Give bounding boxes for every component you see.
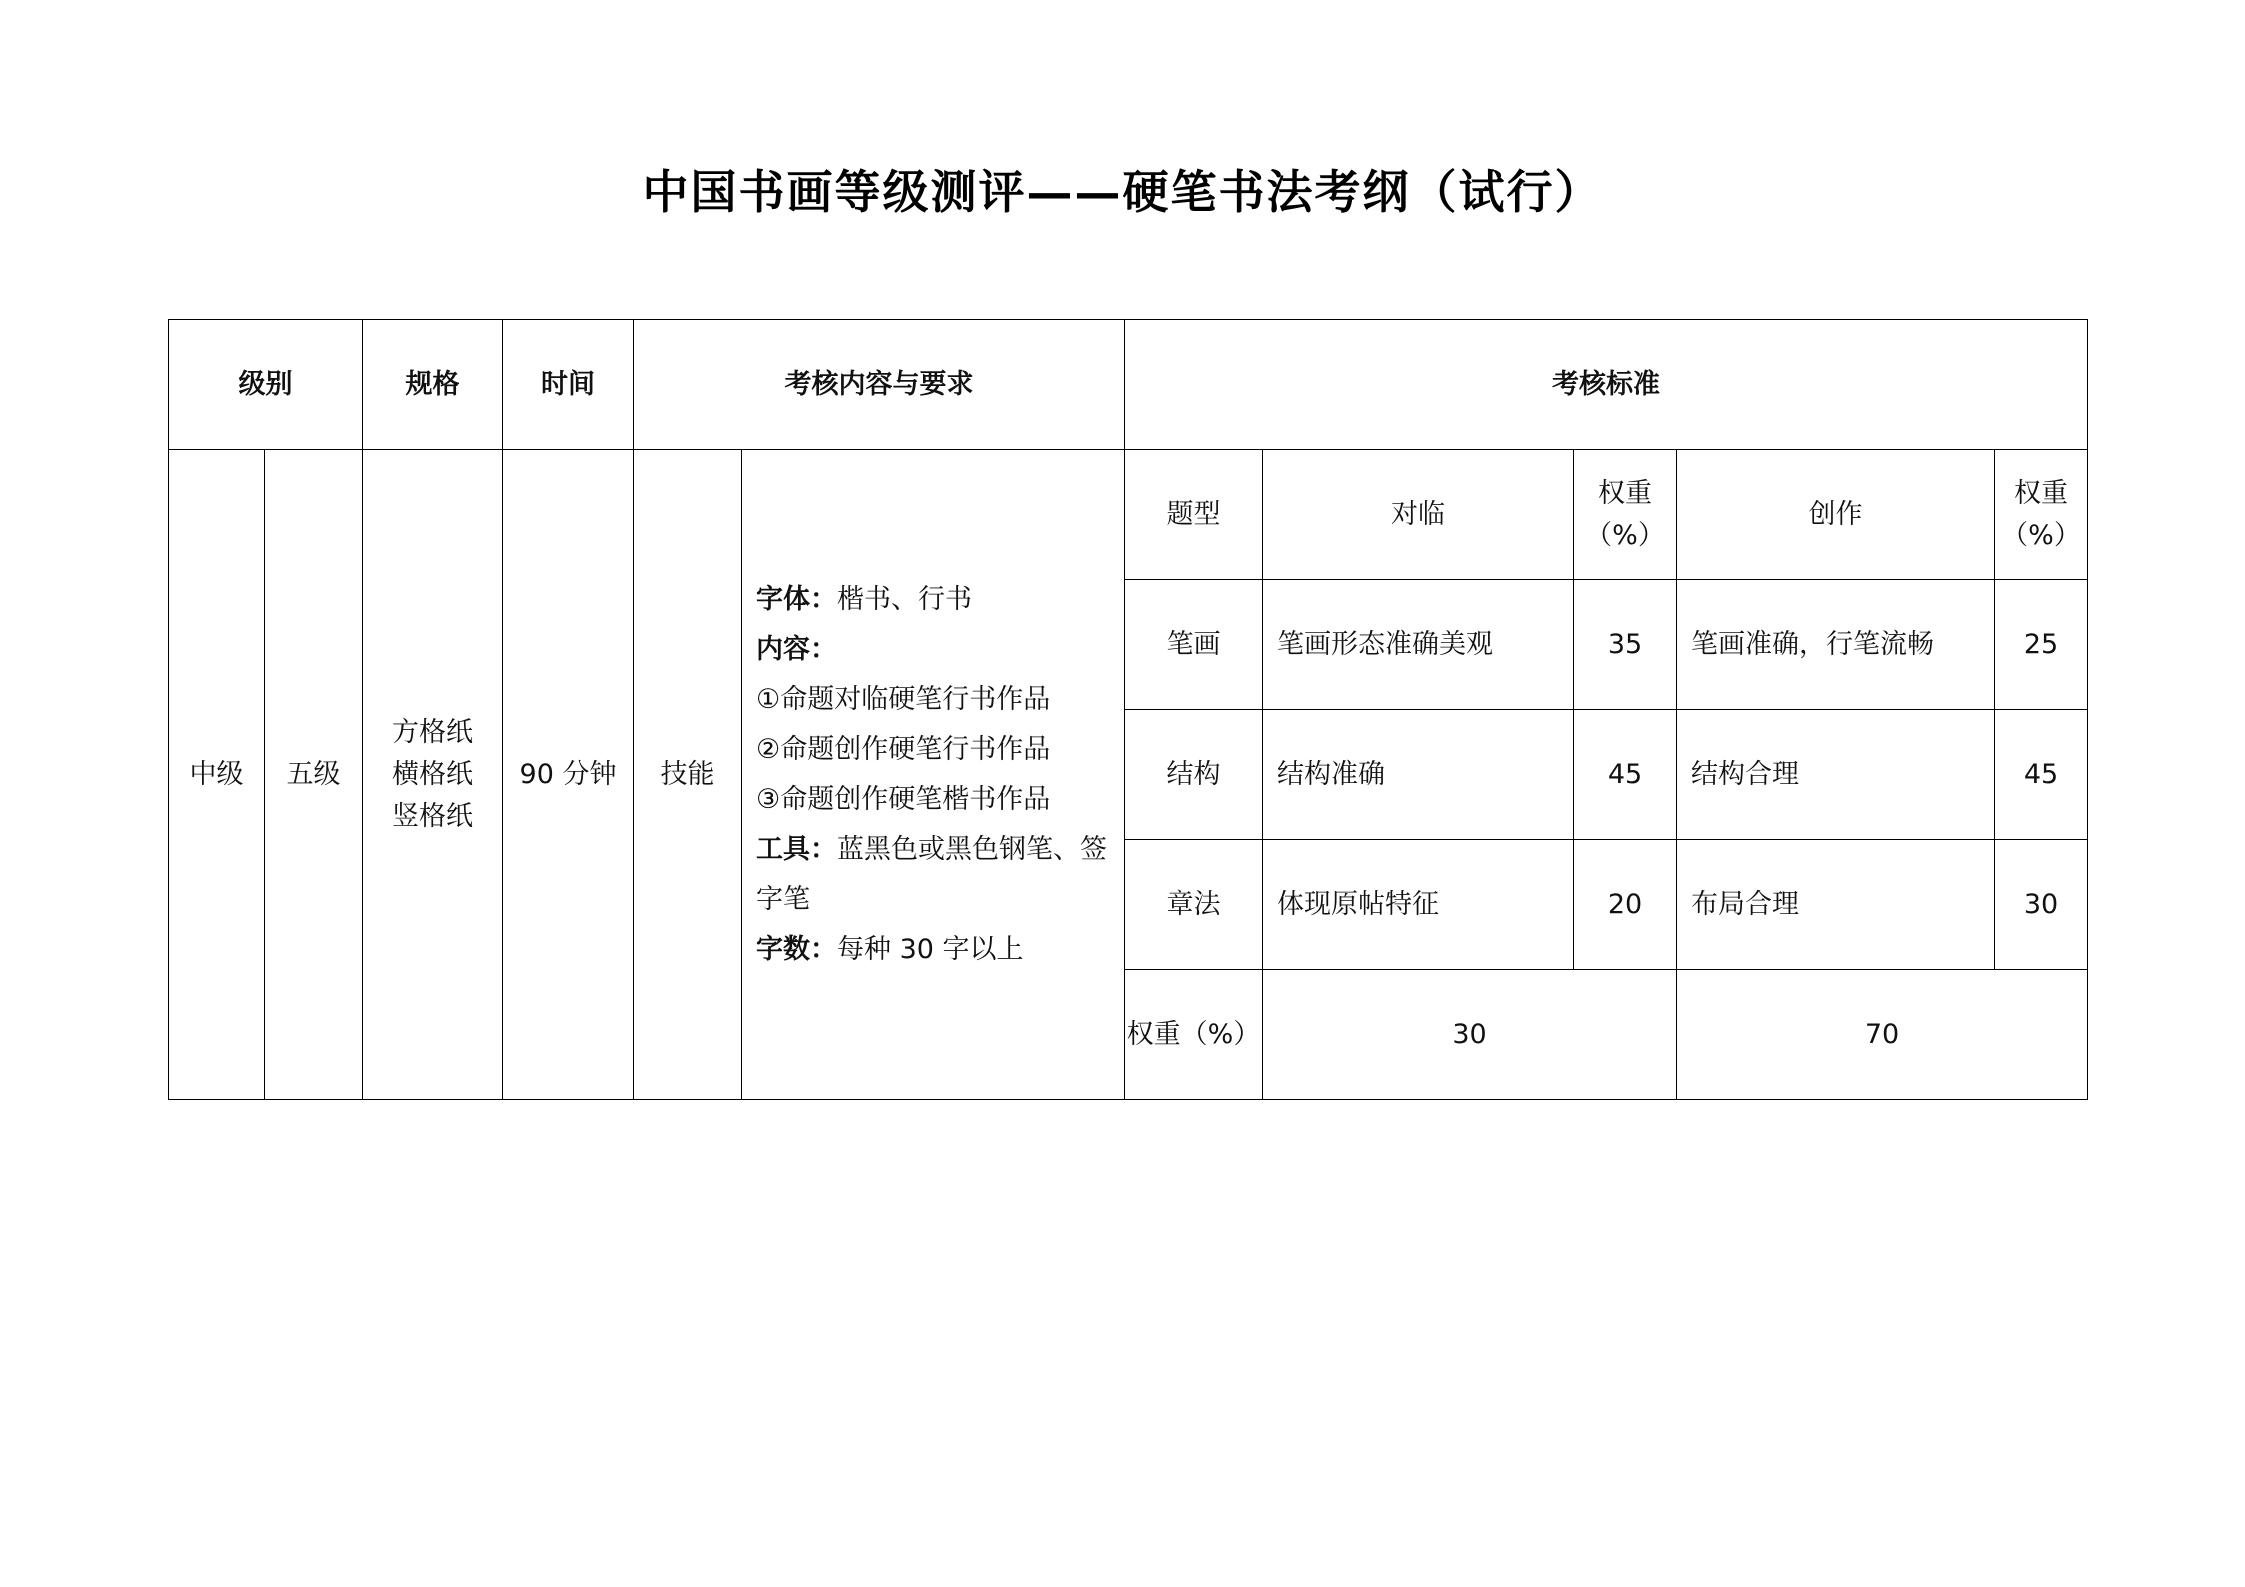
weight-unit: （%） [2001, 519, 2081, 551]
std-header-create: 创作 [1677, 450, 1995, 580]
std-create: 结构合理 [1677, 710, 1995, 840]
header-time: 时间 [503, 320, 634, 450]
requirements-cell [742, 450, 1125, 1100]
weight-label: 权重 [1598, 477, 1652, 509]
paper-cell [363, 450, 503, 1100]
std-create-weight: 30 [1995, 840, 2088, 970]
font-label: 字体： [756, 583, 837, 615]
total-weight-label: 权重（%） [1125, 970, 1263, 1100]
std-copy: 笔画形态准确美观 [1263, 580, 1574, 710]
header-spec: 规格 [363, 320, 503, 450]
weight-unit: （%） [1585, 519, 1665, 551]
std-copy-weight: 35 [1574, 580, 1677, 710]
content-item: ③命题创作硬笔楷书作品 [756, 783, 1051, 815]
std-header-type: 题型 [1125, 450, 1263, 580]
tools-value: 蓝黑色或黑色钢笔、签字笔 [756, 833, 1107, 915]
grade-cell: 中级 [169, 450, 265, 1100]
sublevel-cell: 五级 [265, 450, 363, 1100]
std-type: 结构 [1125, 710, 1263, 840]
std-header-weight [1574, 450, 1677, 580]
paper-type: 横格纸 [392, 758, 473, 790]
tools-label: 工具： [756, 833, 837, 865]
paper-type: 方格纸 [392, 716, 473, 748]
content-item: ②命题创作硬笔行书作品 [756, 733, 1051, 765]
tools-requirement [756, 825, 1116, 925]
count-requirement [756, 925, 1116, 975]
document-title: 中国书画等级测评——硬笔书法考纲（试行） [642, 165, 1603, 219]
std-create-weight: 45 [1995, 710, 2088, 840]
time-cell: 90 分钟 [503, 450, 634, 1100]
std-header-weight2 [1995, 450, 2088, 580]
std-copy-weight: 20 [1574, 840, 1677, 970]
std-copy: 结构准确 [1263, 710, 1574, 840]
std-create: 布局合理 [1677, 840, 1995, 970]
table-row [169, 450, 2088, 580]
table-header-row [169, 320, 2088, 450]
content-item: ①命题对临硬笔行书作品 [756, 683, 1051, 715]
std-type: 章法 [1125, 840, 1263, 970]
font-requirement [756, 575, 1116, 625]
std-type: 笔画 [1125, 580, 1263, 710]
std-copy: 体现原帖特征 [1263, 840, 1574, 970]
total-create-weight: 70 [1677, 970, 2088, 1100]
skill-cell: 技能 [634, 450, 742, 1100]
font-value: 楷书、行书 [837, 583, 972, 615]
header-content: 考核内容与要求 [634, 320, 1125, 450]
std-create: 笔画准确，行笔流畅 [1677, 580, 1995, 710]
syllabus-table [168, 319, 2088, 1100]
paper-type: 竖格纸 [392, 800, 473, 832]
count-label: 字数： [756, 933, 837, 965]
std-copy-weight: 45 [1574, 710, 1677, 840]
weight-label: 权重 [2014, 477, 2068, 509]
total-copy-weight: 30 [1263, 970, 1677, 1100]
content-requirement [756, 625, 1116, 675]
std-header-copy: 对临 [1263, 450, 1574, 580]
count-value: 每种 30 字以上 [837, 933, 1024, 965]
header-standard: 考核标准 [1125, 320, 2088, 450]
content-label: 内容： [756, 633, 837, 665]
header-level: 级别 [169, 320, 363, 450]
std-create-weight: 25 [1995, 580, 2088, 710]
